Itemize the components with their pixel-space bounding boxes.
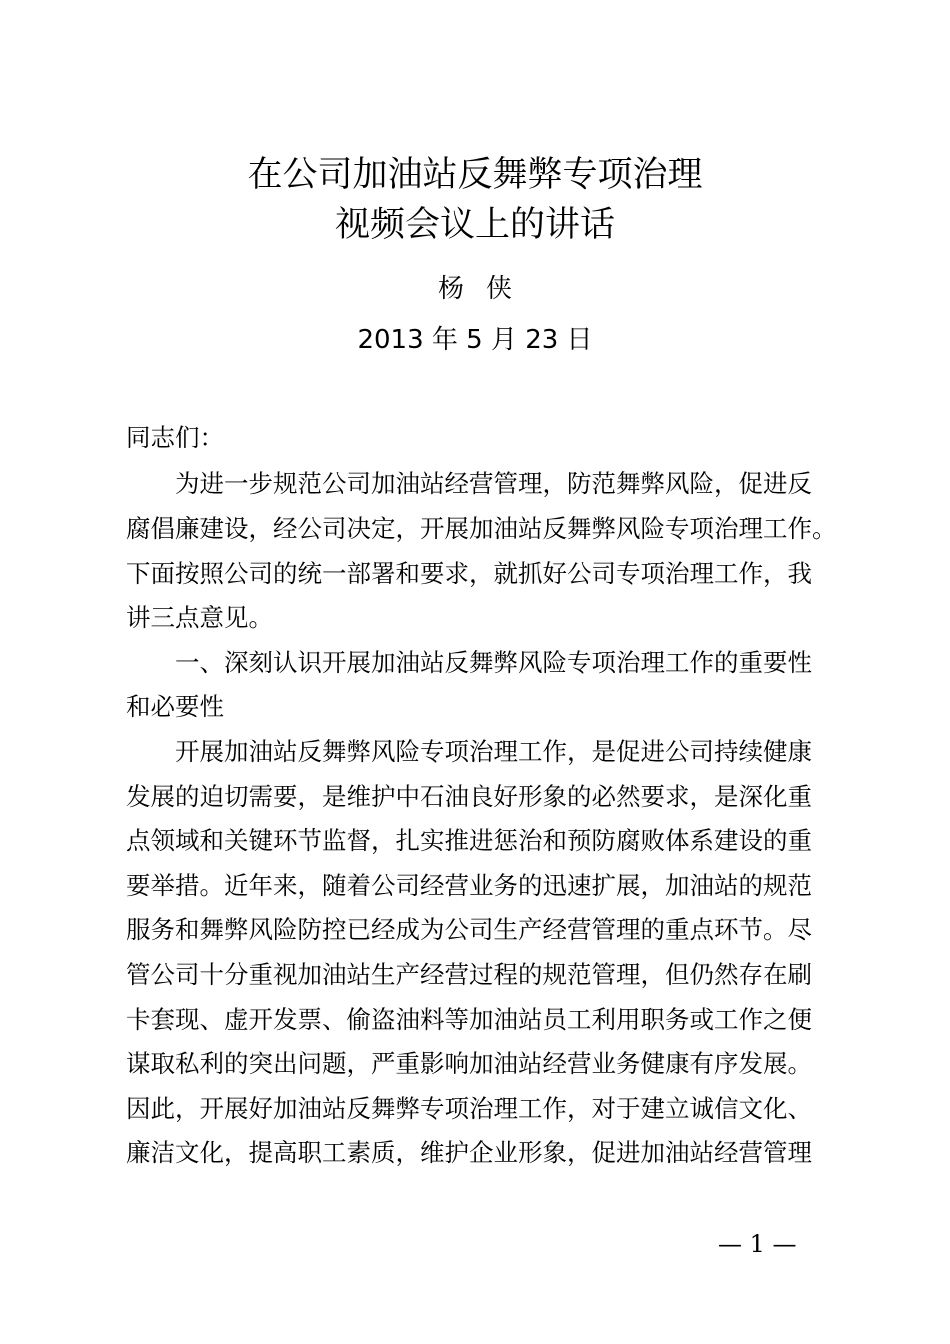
body-line: 廉洁文化，提高职工素质，维护企业形象，促进加油站经营管理 xyxy=(126,1138,812,1167)
body-line: 因此，开展好加油站反舞弊专项治理工作，对于建立诚信文化、 xyxy=(126,1094,812,1123)
body-line: 腐倡廉建设，经公司决定，开展加油站反舞弊风险专项治理工作。 xyxy=(126,514,836,543)
body-line: 谋取私利的突出问题，严重影响加油站经营业务健康有序发展。 xyxy=(126,1049,812,1078)
title-line-2: 视频会议上的讲话 xyxy=(334,205,615,245)
date: 2013 年 5 月 23 日 xyxy=(357,325,593,355)
title-line-1: 在公司加油站反舞弊专项治理 xyxy=(247,155,703,195)
body-line: 为进一步规范公司加油站经营管理，防范舞弊风险，促进反 xyxy=(126,469,812,498)
body-line: 管公司十分重视加油站生产经营过程的规范管理，但仍然存在刷 xyxy=(126,960,812,989)
salutation: 同志们： xyxy=(126,423,224,452)
body-line: 卡套现、虚开发票、偷盗油料等加油站员工利用职务或工作之便 xyxy=(126,1005,812,1034)
section-heading: 和必要性 xyxy=(126,692,224,721)
body-line: 服务和舞弊风险防控已经成为公司生产经营管理的重点环节。尽 xyxy=(126,915,812,944)
page-number: — 1 — xyxy=(718,1230,797,1258)
body-line: 点领域和关键环节监督，扎实推进惩治和预防腐败体系建设的重 xyxy=(126,826,812,855)
author: 杨侠 xyxy=(437,274,534,304)
body-line: 下面按照公司的统一部署和要求，就抓好公司专项治理工作，我 xyxy=(126,559,812,588)
section-heading: 一、深刻认识开展加油站反舞弊风险专项治理工作的重要性 xyxy=(126,648,812,677)
body-line: 讲三点意见。 xyxy=(126,603,273,632)
body-line: 要举措。近年来，随着公司经营业务的迅速扩展，加油站的规范 xyxy=(126,871,812,900)
body-line: 发展的迫切需要，是维护中石油良好形象的必然要求，是深化重 xyxy=(126,782,812,811)
body-line: 开展加油站反舞弊风险专项治理工作，是促进公司持续健康 xyxy=(126,737,812,766)
